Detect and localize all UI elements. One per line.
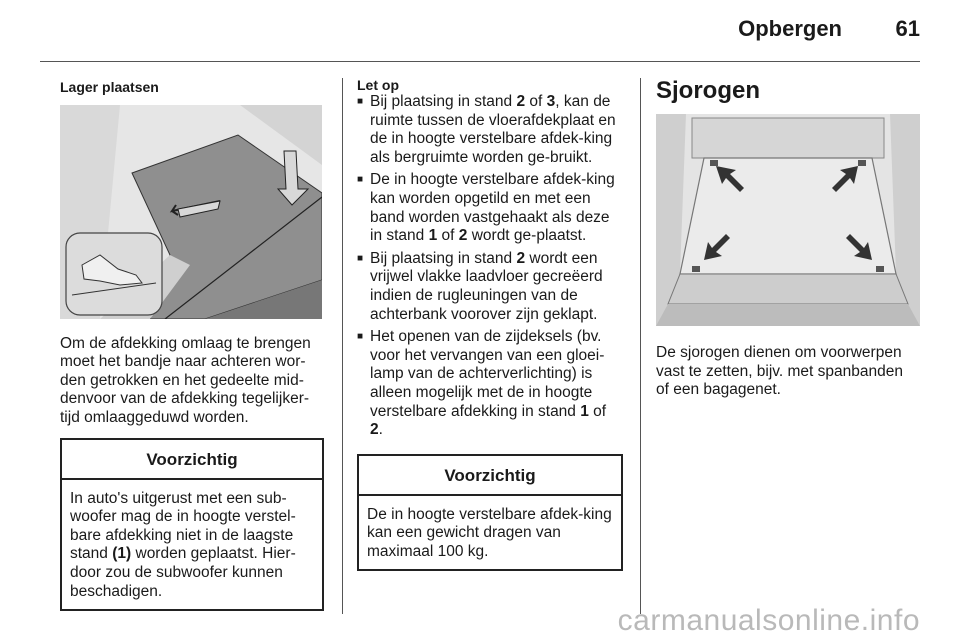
position-ref: (1)	[112, 545, 132, 563]
caution-title: Voorzichtig	[359, 456, 621, 496]
watermark: carmanualsonline.info	[617, 604, 920, 637]
column-divider	[640, 78, 641, 614]
section-heading: Sjorogen	[656, 77, 761, 104]
page-title: Opbergen	[738, 16, 842, 41]
lashing-eyes-illustration	[656, 114, 920, 326]
list-item: ■ Bij plaatsing in stand 2 of 3, kan de ruimte tussen de vloerafdekplaat en de in hoogte verstelbare afdek-king als bergruimte worden ge-bruikt.	[357, 93, 623, 167]
caution-box	[60, 438, 324, 612]
column-sjorogen	[656, 78, 920, 410]
body-paragraph: Om de afdekking omlaag te brengen moet het bandje naar achteren wor-den getrokken en het gedeelte mid-denvoor van de afdekking tegelijker-tijd omlaaggeduwd worden.	[60, 334, 311, 426]
column-divider	[342, 78, 343, 614]
caution-title: Voorzichtig	[62, 440, 322, 480]
list-item: ■ De in hoogte verstelbare afdek-king kan worden opgetild en met een band worden vastgehaakt als deze in stand 1 of 2 wordt ge-plaatst.	[357, 171, 623, 245]
column-lager-plaatsen	[60, 78, 324, 611]
page-number: 61	[895, 16, 920, 41]
list-item: ■ Bij plaatsing in stand 2 wordt een vrijwel vlakke laadvloer gecreëerd indien de rugleuningen van de achterbank voorover zijn geklapt.	[357, 250, 623, 324]
caution-text: De in hoogte verstelbare afdek-king kan een gewicht dragen van maximaal 100 kg.	[367, 505, 612, 560]
column-let-op	[357, 78, 623, 571]
section-heading: Lager plaatsen	[60, 79, 159, 95]
list-item: ■ Het openen van de zijdeksels (bv. voor het vervangen van een gloei-lamp van de achterverlichting) is alleen mogelijk met de in hoogte verstelbare afdekking in stand 1 of 2.	[357, 328, 623, 440]
caution-text: In auto's uitgerust met een sub-woofer mag de in hoogte verstel-bare afdekking niet in de laagste stand (1) worden geplaatst. Hier-door zou de subwoofer kunnen beschadigen.	[70, 489, 296, 600]
body-paragraph: De sjorogen dienen om voorwerpen vast te zetten, bijv. met spanbanden of een bagagenet.	[656, 344, 904, 399]
cargo-cover-illustration	[60, 105, 322, 319]
caution-box	[357, 454, 623, 572]
page-header	[40, 0, 920, 62]
note-title: Let op	[357, 77, 399, 93]
note-list	[357, 93, 623, 440]
